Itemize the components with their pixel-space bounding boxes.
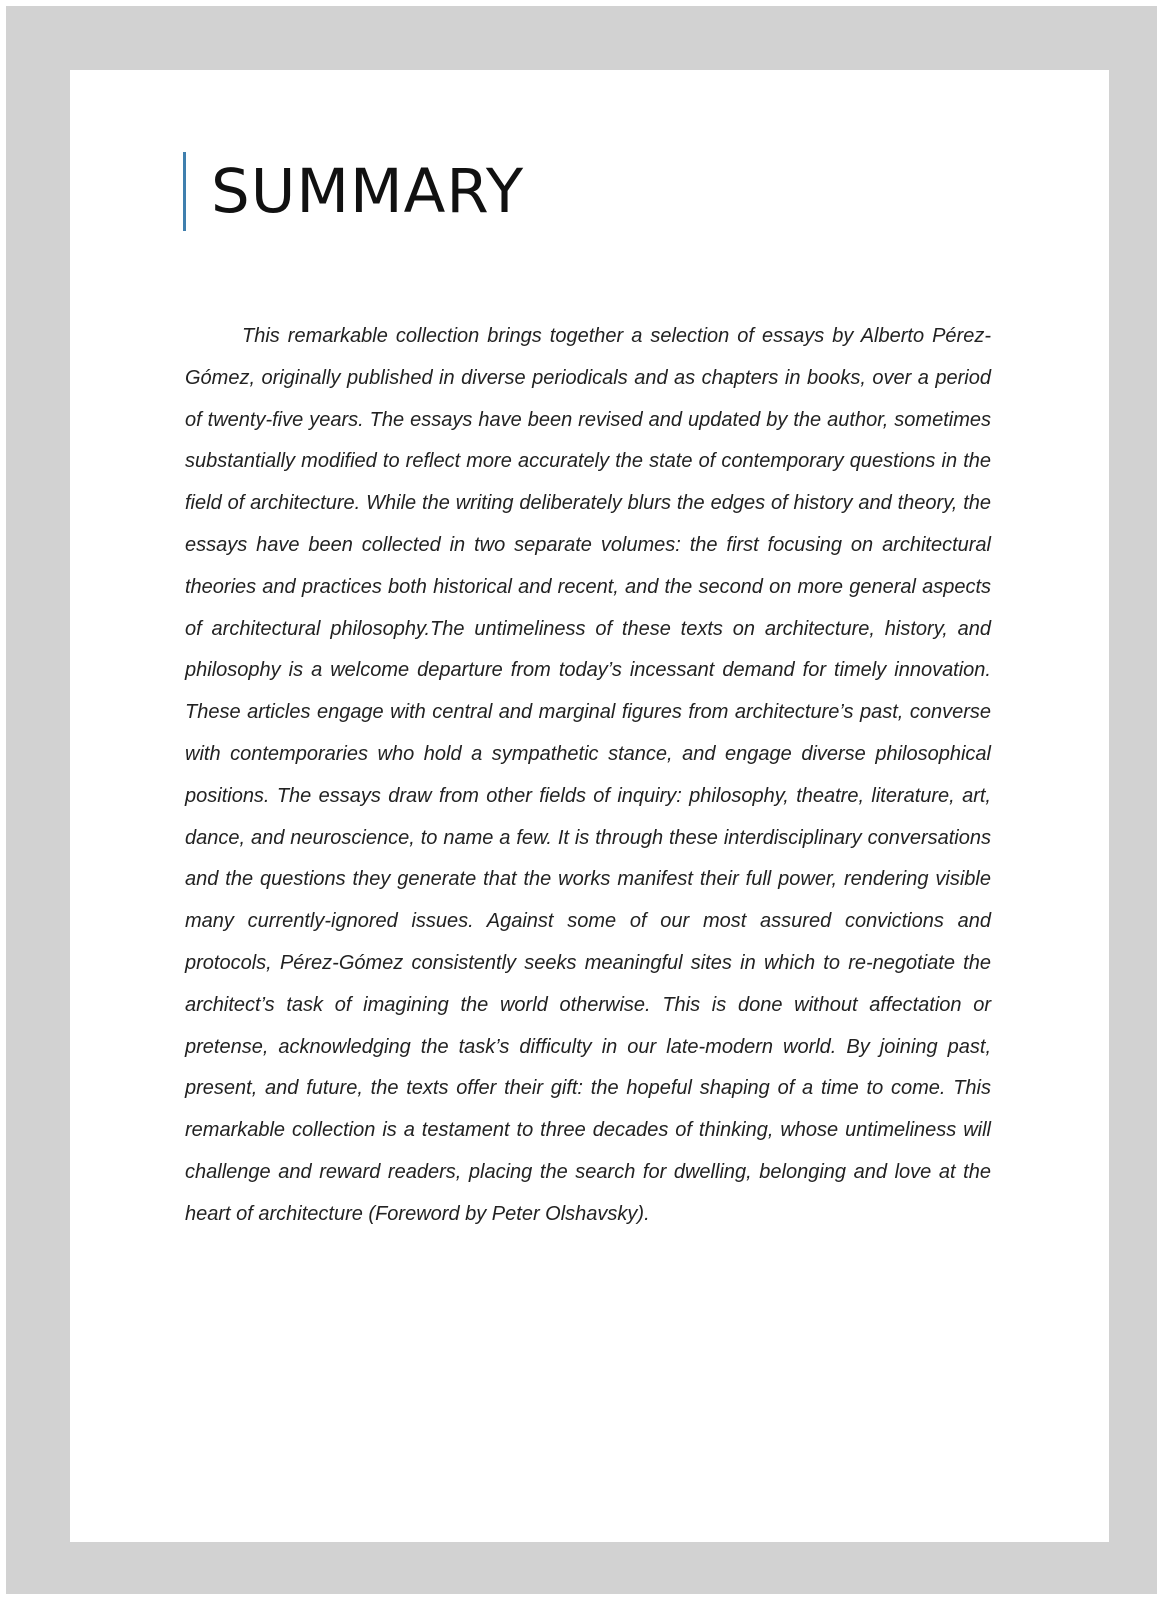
page-frame xyxy=(6,6,1157,1594)
page-title: SUMMARY xyxy=(211,156,525,227)
heading-accent-rule xyxy=(183,152,186,231)
summary-paragraph: This remarkable collection brings together a selection of essays by Alberto Pérez-Gómez, originally published in diverse periodicals and as chapters in books, over a period of twenty-five years. The essays have been revised and updated by the author, sometimes substantially modified to reflect more accurately the state of contemporary questions in the field of architecture. While the writing deliberately blurs the edges of history and theory, the essays have been collected in two separate volumes: the first focusing on architectural theories and practices both historical and recent, and the second on more general aspects of architectural philosophy.The untimeliness of these texts on architecture, history, and philosophy is a welcome departure from today’s incessant demand for timely innovation. These articles engage with central and marginal figures from architecture’s past, converse with contemporaries who hold a sympathetic stance, and engage diverse philosophical positions. The essays draw from other fields of inquiry: philosophy, theatre, literature, art, dance, and neuroscience, to name a few. It is through these interdisciplinary conversations and the questions they generate that the works manifest their full power, rendering visible many currently-ignored issues. Against some of our most assured convictions and protocols, Pérez-Gómez consistently seeks meaningful sites in which to re-negotiate the architect’s task of imagining the world otherwise. This is done without affectation or pretense, acknowledging the task’s difficulty in our late-modern world. By joining past, present, and future, the texts offer their gift: the hopeful shaping of a time to come. This remarkable collection is a testament to three decades of thinking, whose untimeliness will challenge and reward readers, placing the search for dwelling, belonging and love at the heart of architecture (Foreword by Peter Olshavsky). xyxy=(185,325,991,1225)
document-page xyxy=(70,70,1109,1542)
